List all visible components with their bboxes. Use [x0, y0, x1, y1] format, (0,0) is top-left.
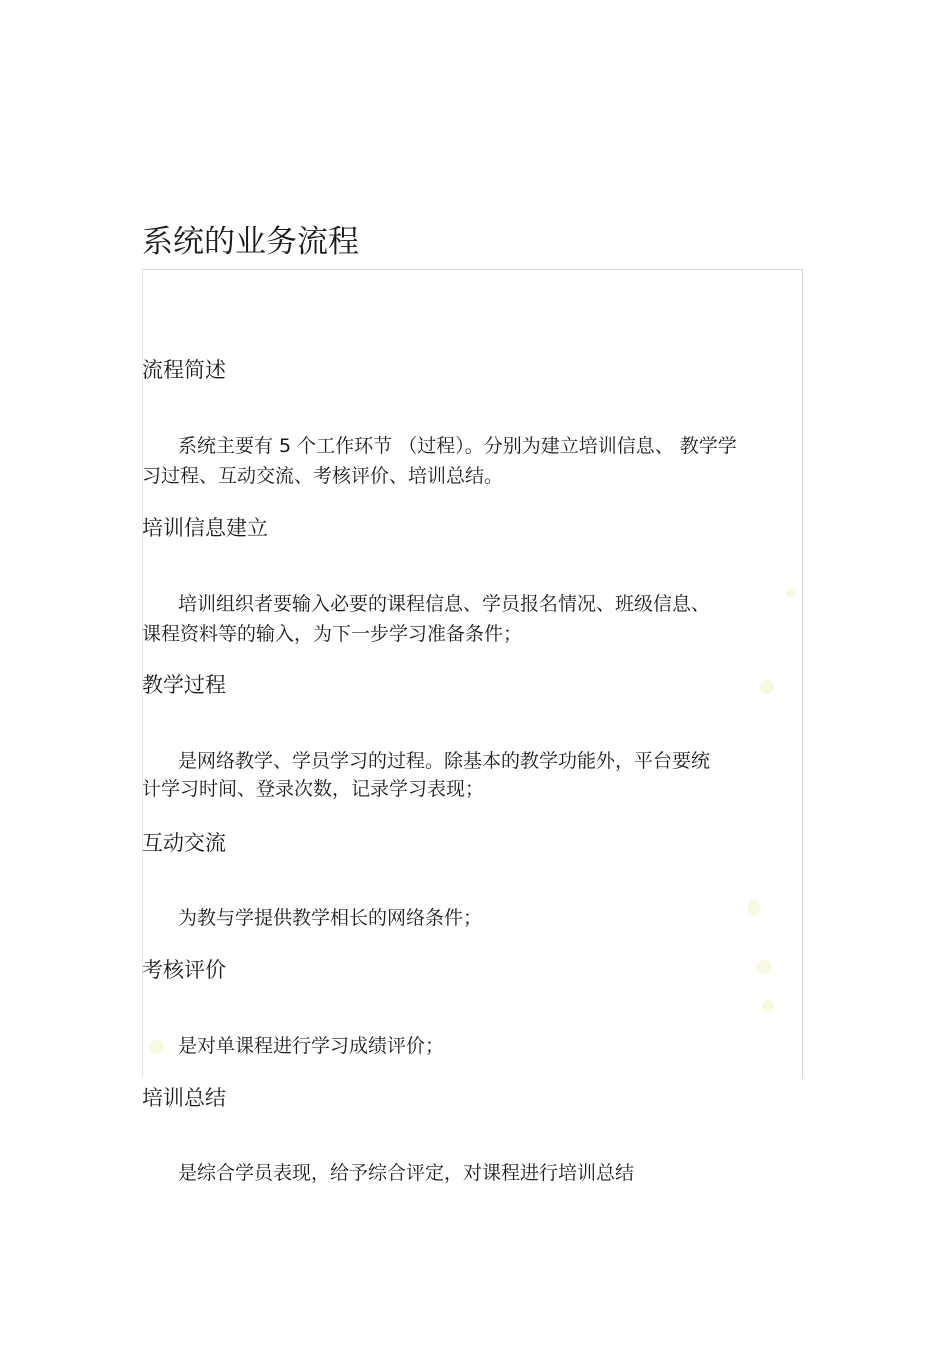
- watermark-dot: [760, 680, 774, 694]
- section-heading-summary: 培训总结: [142, 1086, 226, 1110]
- section-heading-assessment: 考核评价: [142, 958, 226, 982]
- paragraph-line: 计学习时间、登录次数，记录学习表现；: [142, 778, 485, 800]
- watermark-dot: [150, 1040, 164, 1054]
- paragraph-line: 习过程、互动交流、考核评价、培训总结。: [142, 465, 504, 487]
- page-title: 系统的业务流程: [142, 224, 359, 260]
- paragraph-line: 是综合学员表现，给予综合评定，对课程进行培训总结: [178, 1162, 635, 1184]
- section-heading-training-info: 培训信息建立: [142, 516, 268, 540]
- section-heading-interaction: 互动交流: [142, 831, 226, 855]
- paragraph-line: 培训组织者要输入必要的课程信息、学员报名情况、班级信息、: [178, 593, 711, 615]
- paragraph-line: 是对单课程进行学习成绩评价；: [178, 1035, 445, 1057]
- watermark-dot: [762, 1000, 774, 1012]
- content-frame: [142, 269, 803, 1078]
- watermark-dot: [748, 900, 760, 916]
- paragraph-line: 系统主要有 5 个工作环节 （过程）。分别为建立培训信息、 教学学: [178, 435, 737, 457]
- section-heading-teaching-process: 教学过程: [142, 673, 226, 697]
- paragraph-line: 是网络教学、学员学习的过程。除基本的教学功能外，平台要统: [178, 750, 711, 772]
- watermark-dot: [756, 960, 772, 974]
- paragraph-line: 为教与学提供教学相长的网络条件；: [178, 907, 483, 929]
- paragraph-line: 课程资料等的输入，为下一步学习准备条件；: [142, 623, 523, 645]
- section-heading-overview: 流程简述: [142, 358, 226, 382]
- watermark-dot: [786, 588, 796, 598]
